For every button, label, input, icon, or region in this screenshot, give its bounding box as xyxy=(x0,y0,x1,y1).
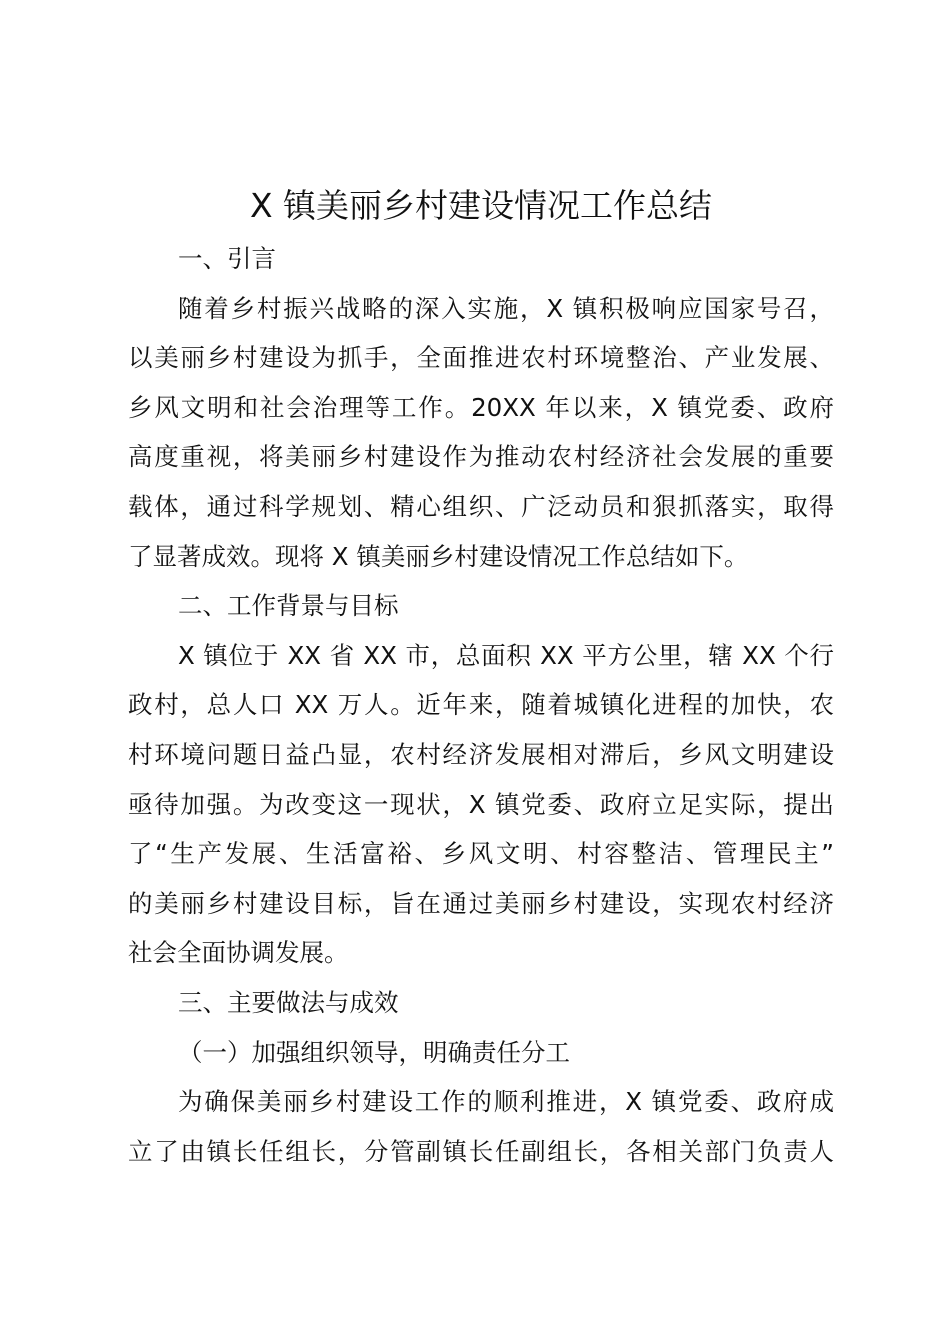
text-line: 的美丽乡村建设目标，旨在通过美丽乡村建设，实现农村经济 xyxy=(128,888,834,918)
text-line: 以美丽乡村建设为抓手，全面推进农村环境整治、产业发展、 xyxy=(128,343,834,373)
text-line: 随着乡村振兴战略的深入实施，X 镇积极响应国家号召， xyxy=(178,293,834,323)
text-line: 二、工作背景与目标 xyxy=(178,591,399,621)
text-line: 一、引言 xyxy=(178,244,276,273)
text-line: 为确保美丽乡村建设工作的顺利推进，X 镇党委、政府成 xyxy=(178,1087,834,1117)
text-line: 高度重视，将美丽乡村建设作为推动农村经济社会发展的重要 xyxy=(128,442,834,472)
text-line: （一）加强组织领导，明确责任分工 xyxy=(178,1037,570,1067)
text-line: 村环境问题日益凸显，农村经济发展相对滞后，乡风文明建设 xyxy=(128,739,834,769)
text-line: 亟待加强。为改变这一现状，X 镇党委、政府立足实际，提出 xyxy=(128,789,834,819)
text-line: X 镇位于 XX 省 XX 市，总面积 XX 平方公里，辖 XX 个行 xyxy=(178,640,834,670)
text-line: 立了由镇长任组长，分管副镇长任副组长，各相关部门负责人 xyxy=(128,1136,834,1166)
text-line: 载体，通过科学规划、精心组织、广泛动员和狠抓落实，取得 xyxy=(128,491,834,521)
text-line: 三、主要做法与成效 xyxy=(178,987,399,1017)
document-page xyxy=(128,178,834,1176)
text-line: 了显著成效。现将 X 镇美丽乡村建设情况工作总结如下。 xyxy=(128,541,749,571)
document-title: X 镇美丽乡村建设情况工作总结 xyxy=(249,186,713,225)
text-line: 了“生产发展、生活富裕、乡风文明、村容整洁、管理民主” xyxy=(128,839,834,869)
text-line: 社会全面协调发展。 xyxy=(128,938,349,968)
text-line: 乡风文明和社会治理等工作。20XX 年以来，X 镇党委、政府 xyxy=(128,392,834,422)
document-body xyxy=(128,234,834,1176)
text-line: 政村，总人口 XX 万人。近年来，随着城镇化进程的加快，农 xyxy=(128,690,834,720)
